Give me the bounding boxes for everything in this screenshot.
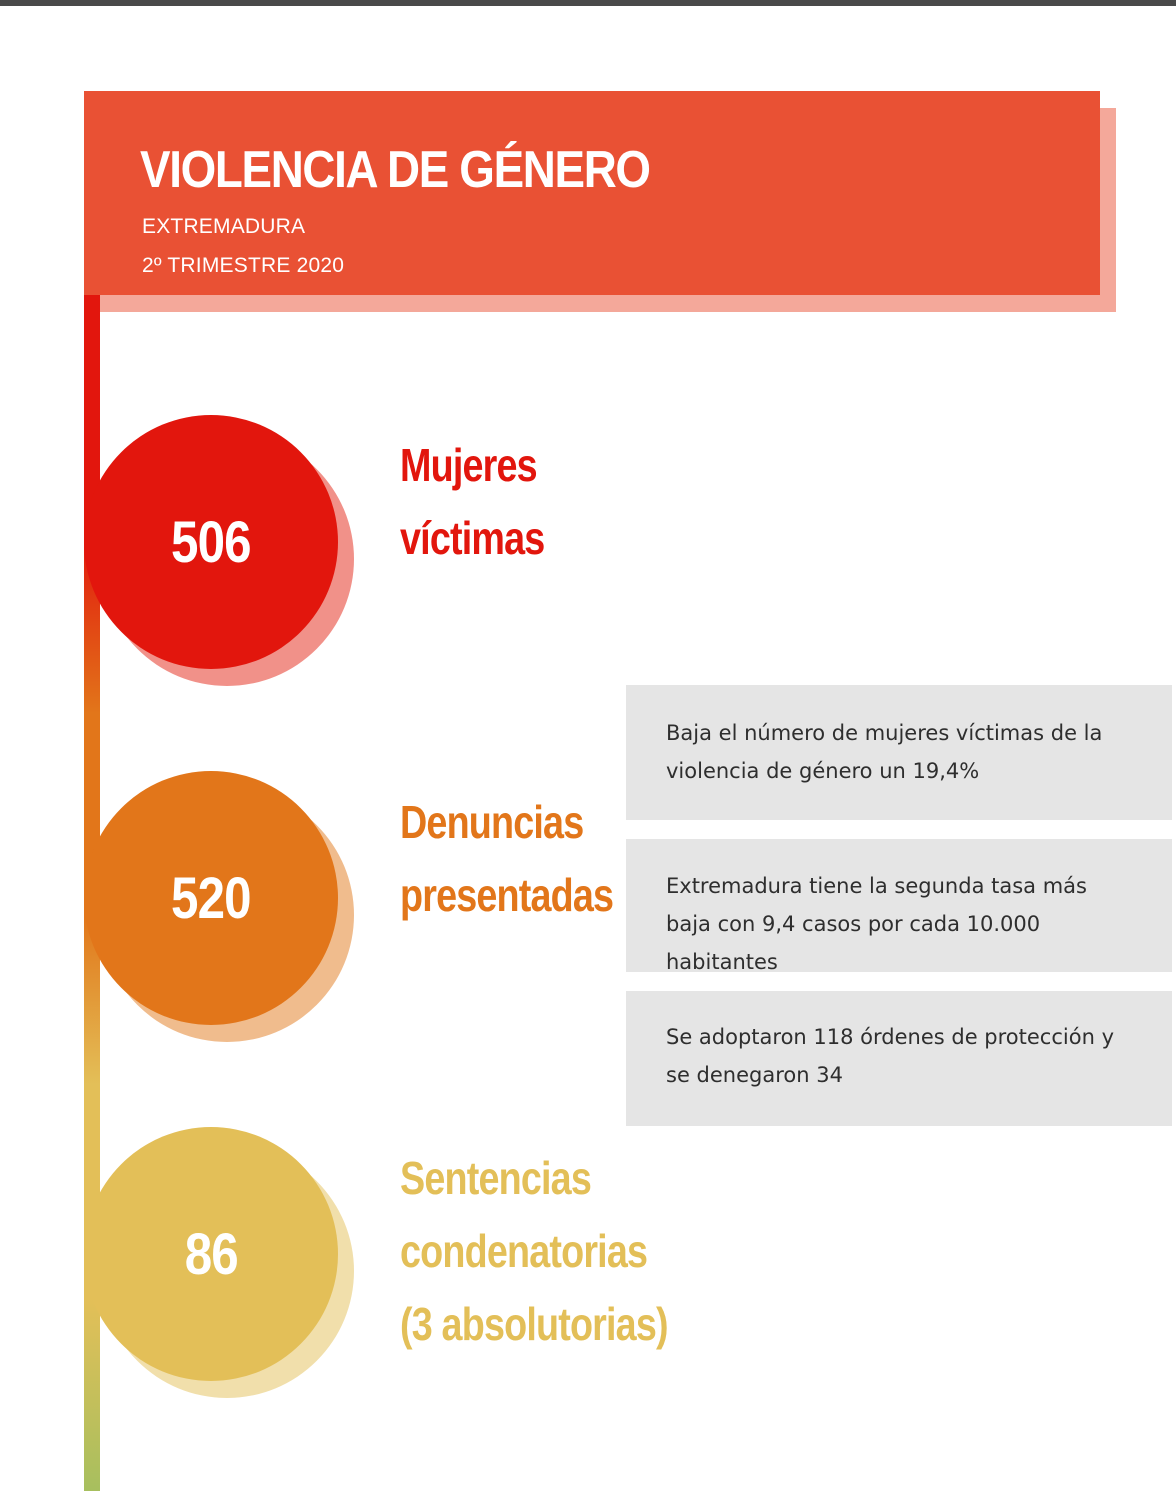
stat-value: 520: [171, 865, 251, 931]
period-label: 2º TRIMESTRE 2020: [142, 254, 345, 277]
stat-label: [400, 1142, 668, 1361]
region-label: EXTREMADURA: [142, 215, 306, 238]
note-text: Baja el número de mujeres víctimas de la violencia de género un 19,4%: [666, 721, 1103, 783]
note-card: [626, 991, 1172, 1126]
stat-label: [400, 786, 613, 932]
page-title: VIOLENCIA DE GÉNERO: [140, 141, 650, 199]
stat-label-line: víctimas: [400, 512, 545, 564]
note-card: [626, 685, 1172, 820]
note-card: [626, 839, 1172, 972]
stat-label-line: Mujeres: [400, 439, 537, 491]
stat-circle: [84, 1127, 338, 1381]
stat-circle: [84, 771, 338, 1025]
stat-circle: [84, 415, 338, 669]
stat-label-line: (3 absolutorias): [400, 1298, 668, 1350]
top-bar: [0, 0, 1176, 6]
stat-label-line: Sentencias: [400, 1152, 591, 1204]
note-text: Se adoptaron 118 órdenes de protección y se denegaron 34: [666, 1025, 1114, 1087]
stat-label-line: presentadas: [400, 869, 614, 921]
stat-value: 506: [171, 509, 251, 575]
stat-value: 86: [184, 1221, 238, 1287]
stat-label: [400, 429, 544, 575]
stat-label-line: condenatorias: [400, 1225, 648, 1277]
note-text: Extremadura tiene la segunda tasa más baja con 9,4 casos por cada 10.000 habitantes: [666, 874, 1087, 974]
stat-label-line: Denuncias: [400, 796, 584, 848]
